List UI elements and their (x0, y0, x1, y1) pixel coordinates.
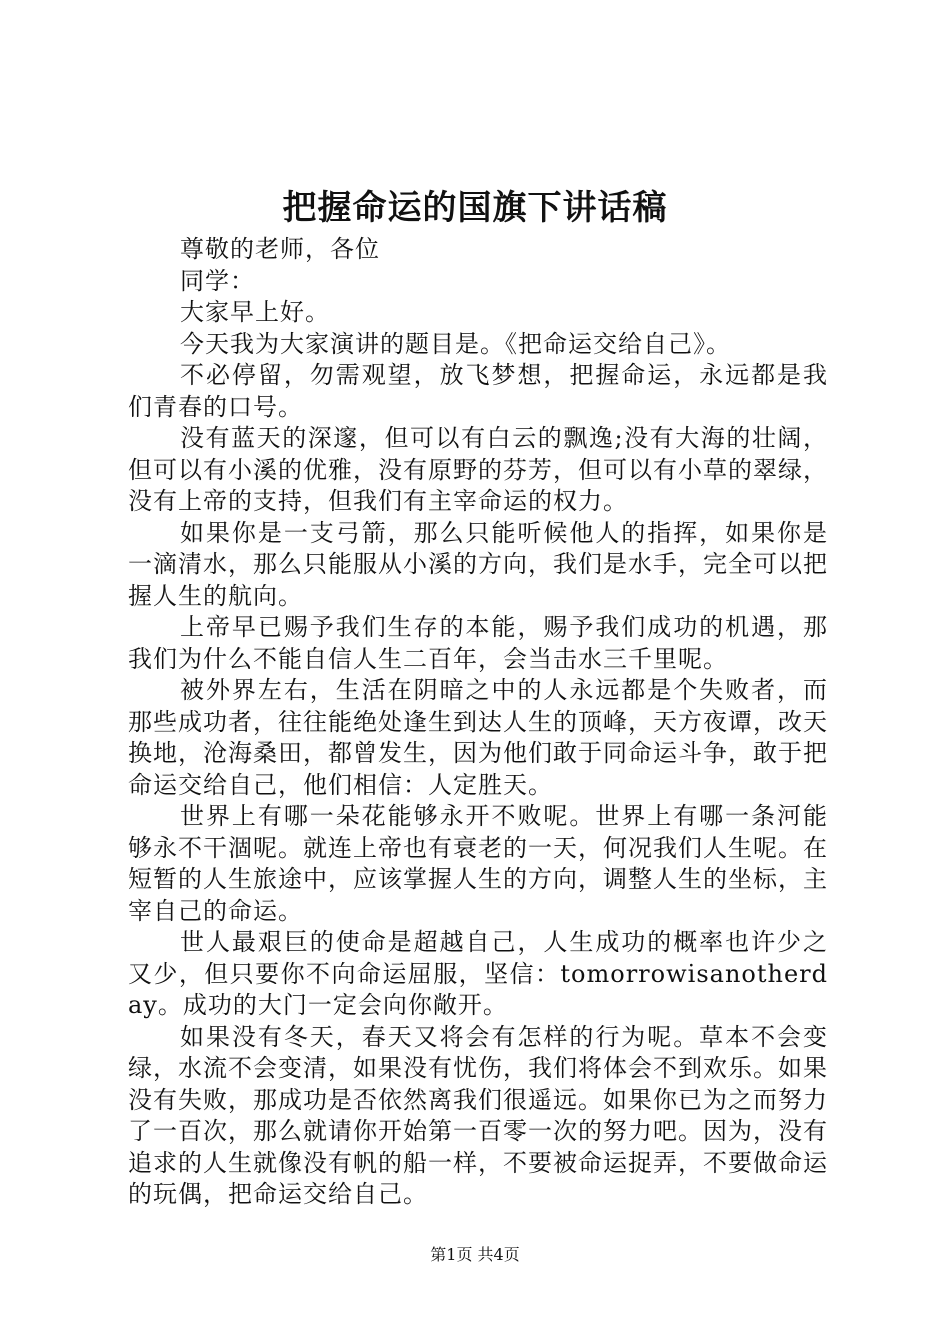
body-paragraph: 没有蓝天的深邃，但可以有白云的飘逸;没有大海的壮阔，但可以有小溪的优雅，没有原野的芬芳，但可以有小草的翠绿，没有上帝的支持，但我们有主宰命运的权力。 (128, 424, 828, 515)
greeting-paragraph: 大家早上好。 (180, 298, 330, 326)
body-paragraph: 上帝早已赐予我们生存的本能，赐予我们成功的机遇，那我们为什么不能自信人生二百年，会当击水三千里呢。 (128, 613, 828, 673)
salutation-line-1: 尊敬的老师，各位 (180, 235, 380, 263)
topic-paragraph: 今天我为大家演讲的题目是。《把命运交给自己》。 (180, 329, 731, 358)
body-paragraph: 被外界左右，生活在阴暗之中的人永远都是个失败者，而那些成功者，往往能绝处逢生到达人生的顶峰，天方夜谭，改天换地，沧海桑田，都曾发生，因为他们敢于同命运斗争，敢于把命运交给自己，他们相信：人定胜天。 (128, 676, 828, 799)
salutation-line-2: 同学： (180, 266, 255, 295)
document-body (128, 234, 828, 1211)
body-paragraph: 如果没有冬天，春天又将会有怎样的行为呢。草本不会变绿，水流不会变清，如果没有忧伤，我们将体会不到欢乐。如果没有失败，那成功是否依然离我们很遥远。如果你已为之而努力了一百次，那么就请你开始第一百零一次的努力吧。因为，没有追求的人生就像没有帆的船一样，不要被命运捉弄，不要做命运的玩偶，把命运交给自己。 (128, 1022, 828, 1208)
body-paragraph: 不必停留，勿需观望，放飞梦想，把握命运，永远都是我们青春的口号。 (128, 361, 828, 421)
body-paragraph: 世人最艰巨的使命是超越自己，人生成功的概率也许少之又少，但只要你不向命运屈服，坚信：tomorrowisanotherday。成功的大门一定会向你敞开。 (128, 928, 828, 1019)
page-number-footer: 第1页 共4页 (430, 1245, 520, 1264)
body-paragraph: 如果你是一支弓箭，那么只能听候他人的指挥，如果你是一滴清水，那么只能服从小溪的方向，我们是水手，完全可以把握人生的航向。 (128, 518, 828, 610)
document-title: 把握命运的国旗下讲话稿 (282, 188, 668, 228)
body-paragraph: 世界上有哪一朵花能够永开不败呢。世界上有哪一条河能够永不干涸呢。就连上帝也有衰老的一天，何况我们人生呢。在短暂的人生旅途中，应该掌握人生的方向，调整人生的坐标，主宰自己的命运。 (128, 802, 828, 925)
